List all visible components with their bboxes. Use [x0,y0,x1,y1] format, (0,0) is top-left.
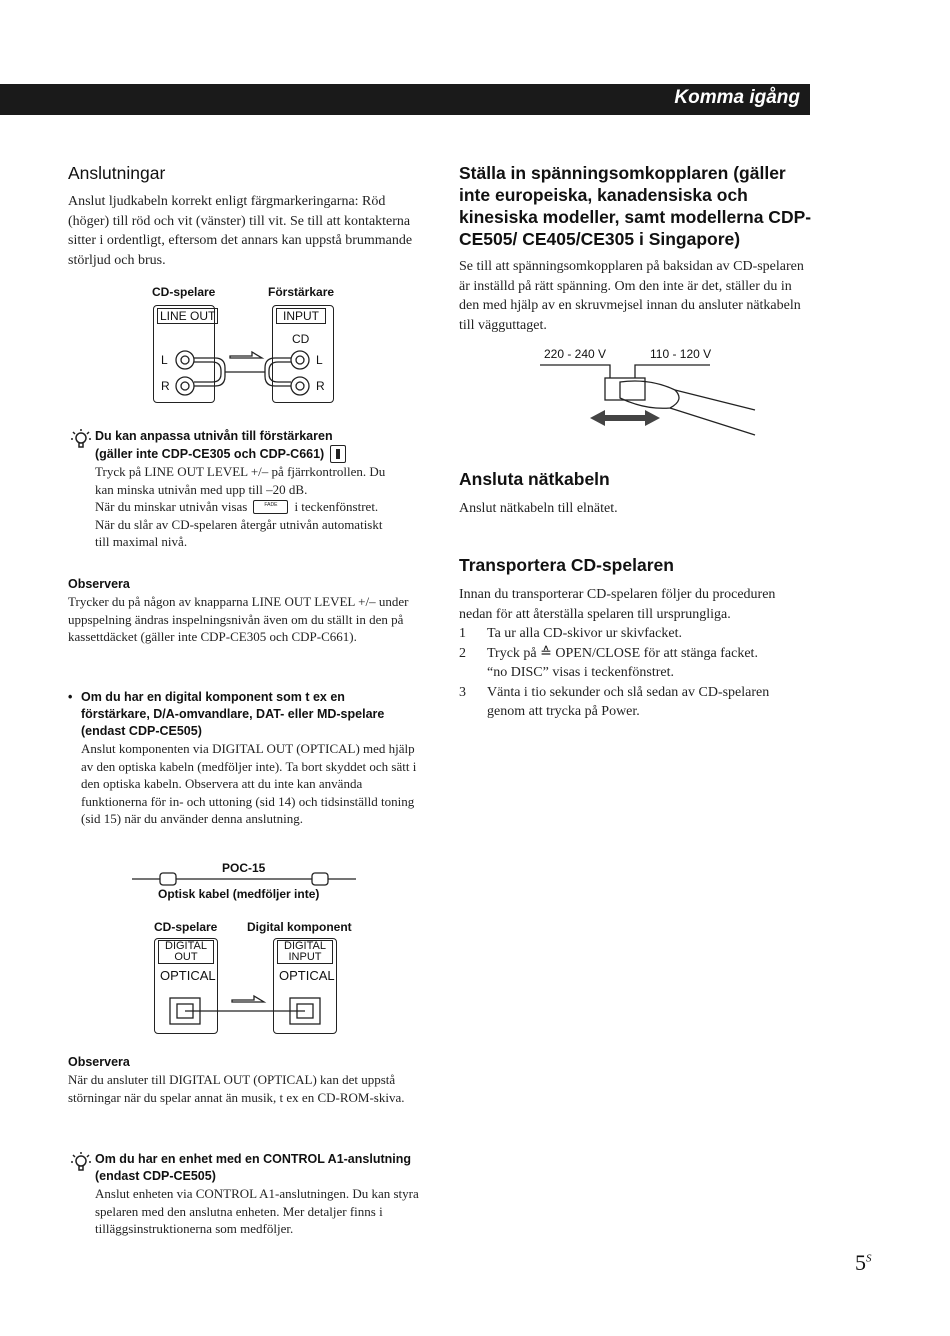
step-text: genom att trycka på Power. [487,704,640,719]
transport-section [459,585,809,722]
heading-voltage-selector: Ställa in spänningsomkopplaren (gäller inte europeiska, kanadensiska och kinesiska modeller, samt modellerna CDP-CE505/ CE405/CE305 i Singapore) [459,163,812,249]
optical-label-1: OPTICAL [160,968,216,983]
digital-out-label [158,940,214,964]
section-title: Komma igång [674,87,800,108]
tip-line-out-level [95,428,425,551]
page-number-value: 5 [855,1250,866,1275]
step-item [459,683,809,703]
digital-component-section [68,689,423,828]
transport-steps [459,624,809,722]
lightbulb-icon [70,1151,92,1173]
note-observera-2 [68,1054,423,1106]
voltage-110-label: 110 - 120 V [650,347,712,361]
note-observera-1 [68,576,423,646]
step-number [459,663,487,683]
optical-port-drawing [150,990,340,1030]
page-number-suffix: S [866,1252,872,1265]
tip1-title-2: (gäller inte CDP-CE305 och CDP-C661) [95,446,325,461]
step-item [459,624,809,644]
tip-control-a1 [95,1151,425,1238]
optical-label-2: OPTICAL [279,968,335,983]
digital-title-3: (endast CDP-CE505) [81,724,202,738]
digital-out-line-2: OUT [174,951,198,963]
step-item [459,644,809,664]
heading-anslutningar: Anslutningar [68,163,166,183]
digital-out-line-1: DIGITAL [165,940,207,952]
remote-icon [330,445,346,463]
step-text: Ta ur alla CD-skivor ur skivfacket. [487,626,682,641]
tip1-line-1: Tryck på LINE OUT LEVEL +/– på fjärrkontrollen. Du [95,464,386,479]
observera2-text: När du ansluter till DIGITAL OUT (OPTICAL) kan det uppstå störningar när du spelar annat än musik, t ex en CD-ROM-skiva. [68,1072,405,1105]
digital-title-2: förstärkare, D/A-omvandlare, DAT- eller MD-spelare [81,707,385,721]
digital-text: Anslut komponenten via DIGITAL OUT (OPTICAL) med hjälp av den optiska kabeln (medföljer inte). Ta bort skyddet och sätt i den optiska kabeln. Observera att du inte kan använda funktionerna för in- och uttoning (sid 14) och tidsinställd toning (sid 15) när du använder denna anslutning. [81,741,417,826]
tip2-title-1: Om du har en enhet med en CONTROL A1-anslutning [95,1152,411,1166]
l-label-amp: L [316,353,323,367]
optical-cable-label: Optisk kabel (medföljer inte) [158,887,320,901]
step-text: “no DISC” visas i teckenfönstret. [487,665,675,680]
step-item [459,702,809,722]
tip1-line-3b: i teckenfönstret. [294,499,379,514]
l-label-cd: L [161,353,168,367]
anslutningar-text: Anslut ljudkabeln korrekt enligt färgmarkeringarna: Röd (höger) till röd och vit (vänster) till vit. Se till att kontakterna sitter i ordentligt, eftersom det annars kan uppstå brummande störljud och brus. [68,194,413,268]
tip1-line-4: När du slår av CD-spelaren återgår utnivån automatiskt [95,516,383,532]
r-label-cd: R [161,379,170,393]
cd-player-label-2: CD-spelare [154,920,218,934]
screwdriver-switch-drawing [535,360,765,440]
step-text: Vänta i tio sekunder och slå sedan av CD-spelaren [487,684,770,700]
lightbulb-icon [70,428,92,450]
step-number: 1 [459,626,466,641]
digital-component-label: Digital komponent [247,920,352,934]
heading-ansluta-natkabeln: Ansluta nätkabeln [459,469,610,489]
step-text: Tryck på ≙ OPEN/CLOSE för att stänga facket. [487,645,758,661]
tip1-line-5: till maximal nivå. [95,534,188,549]
section-header-bar [0,84,810,115]
digital-input-line-1: DIGITAL [284,940,326,952]
step-item [459,663,809,683]
observera1-text: Trycker du på någon av knapparna LINE OUT LEVEL +/– under uppspelning ändras inspelningsnivån även om du ställt in den på kassettdäcket (gäller inte CDP-CE305 och CDP-C661). [68,594,409,644]
digital-input-line-2: INPUT [288,951,322,963]
natkabel-text: Anslut nätkabeln till elnätet. [459,501,618,516]
voltage-text: Se till att spänningsomkopplaren på baksidan av CD-spelaren är inställd på rätt spänning. Om den inte är det, ställer du in den med hjälp av en skruvmejsel innan du ansluter nätkabeln till vägguttaget. [459,259,804,333]
page-number [855,1250,872,1276]
observera2-title: Observera [68,1055,130,1069]
tip2-title-2: (endast CDP-CE505) [95,1169,216,1183]
step-number: 2 [459,645,466,661]
cd-input-label: CD [292,332,310,346]
cd-player-label: CD-spelare [152,285,216,299]
heading-transportera: Transportera CD-spelaren [459,555,674,575]
digital-title-1: Om du har en digital komponent som t ex en [81,690,345,704]
step-number [459,702,487,722]
fade-indicator: FADE [253,500,288,514]
digital-input-label [277,940,333,964]
tip2-text: Anslut enheten via CONTROL A1-anslutningen. Du kan styra spelaren med den anslutna enheten. Mer detaljer finns i tilläggsinstruktionerna som medföljer. [95,1186,419,1236]
transport-intro: Innan du transporterar CD-spelaren följer du proceduren nedan för att återställa spelaren till ursprungliga. [459,587,776,622]
poc-label: POC-15 [222,861,266,875]
rca-cable-drawing [150,340,340,400]
input-label: INPUT [276,308,326,324]
bullet: • [68,690,73,704]
voltage-220-label: 220 - 240 V [544,347,607,361]
tip1-line-3a: När du minskar utnivån visas [95,499,248,514]
step-number: 3 [459,684,466,700]
r-label-amp: R [316,379,325,393]
line-out-label: LINE OUT [157,308,218,324]
tip1-title-1: Du kan anpassa utnivån till förstärkaren [95,429,333,443]
tip1-line-2: kan minska utnivån med upp till –20 dB. [95,481,308,497]
observera1-title: Observera [68,577,130,591]
amplifier-label: Förstärkare [268,285,335,299]
